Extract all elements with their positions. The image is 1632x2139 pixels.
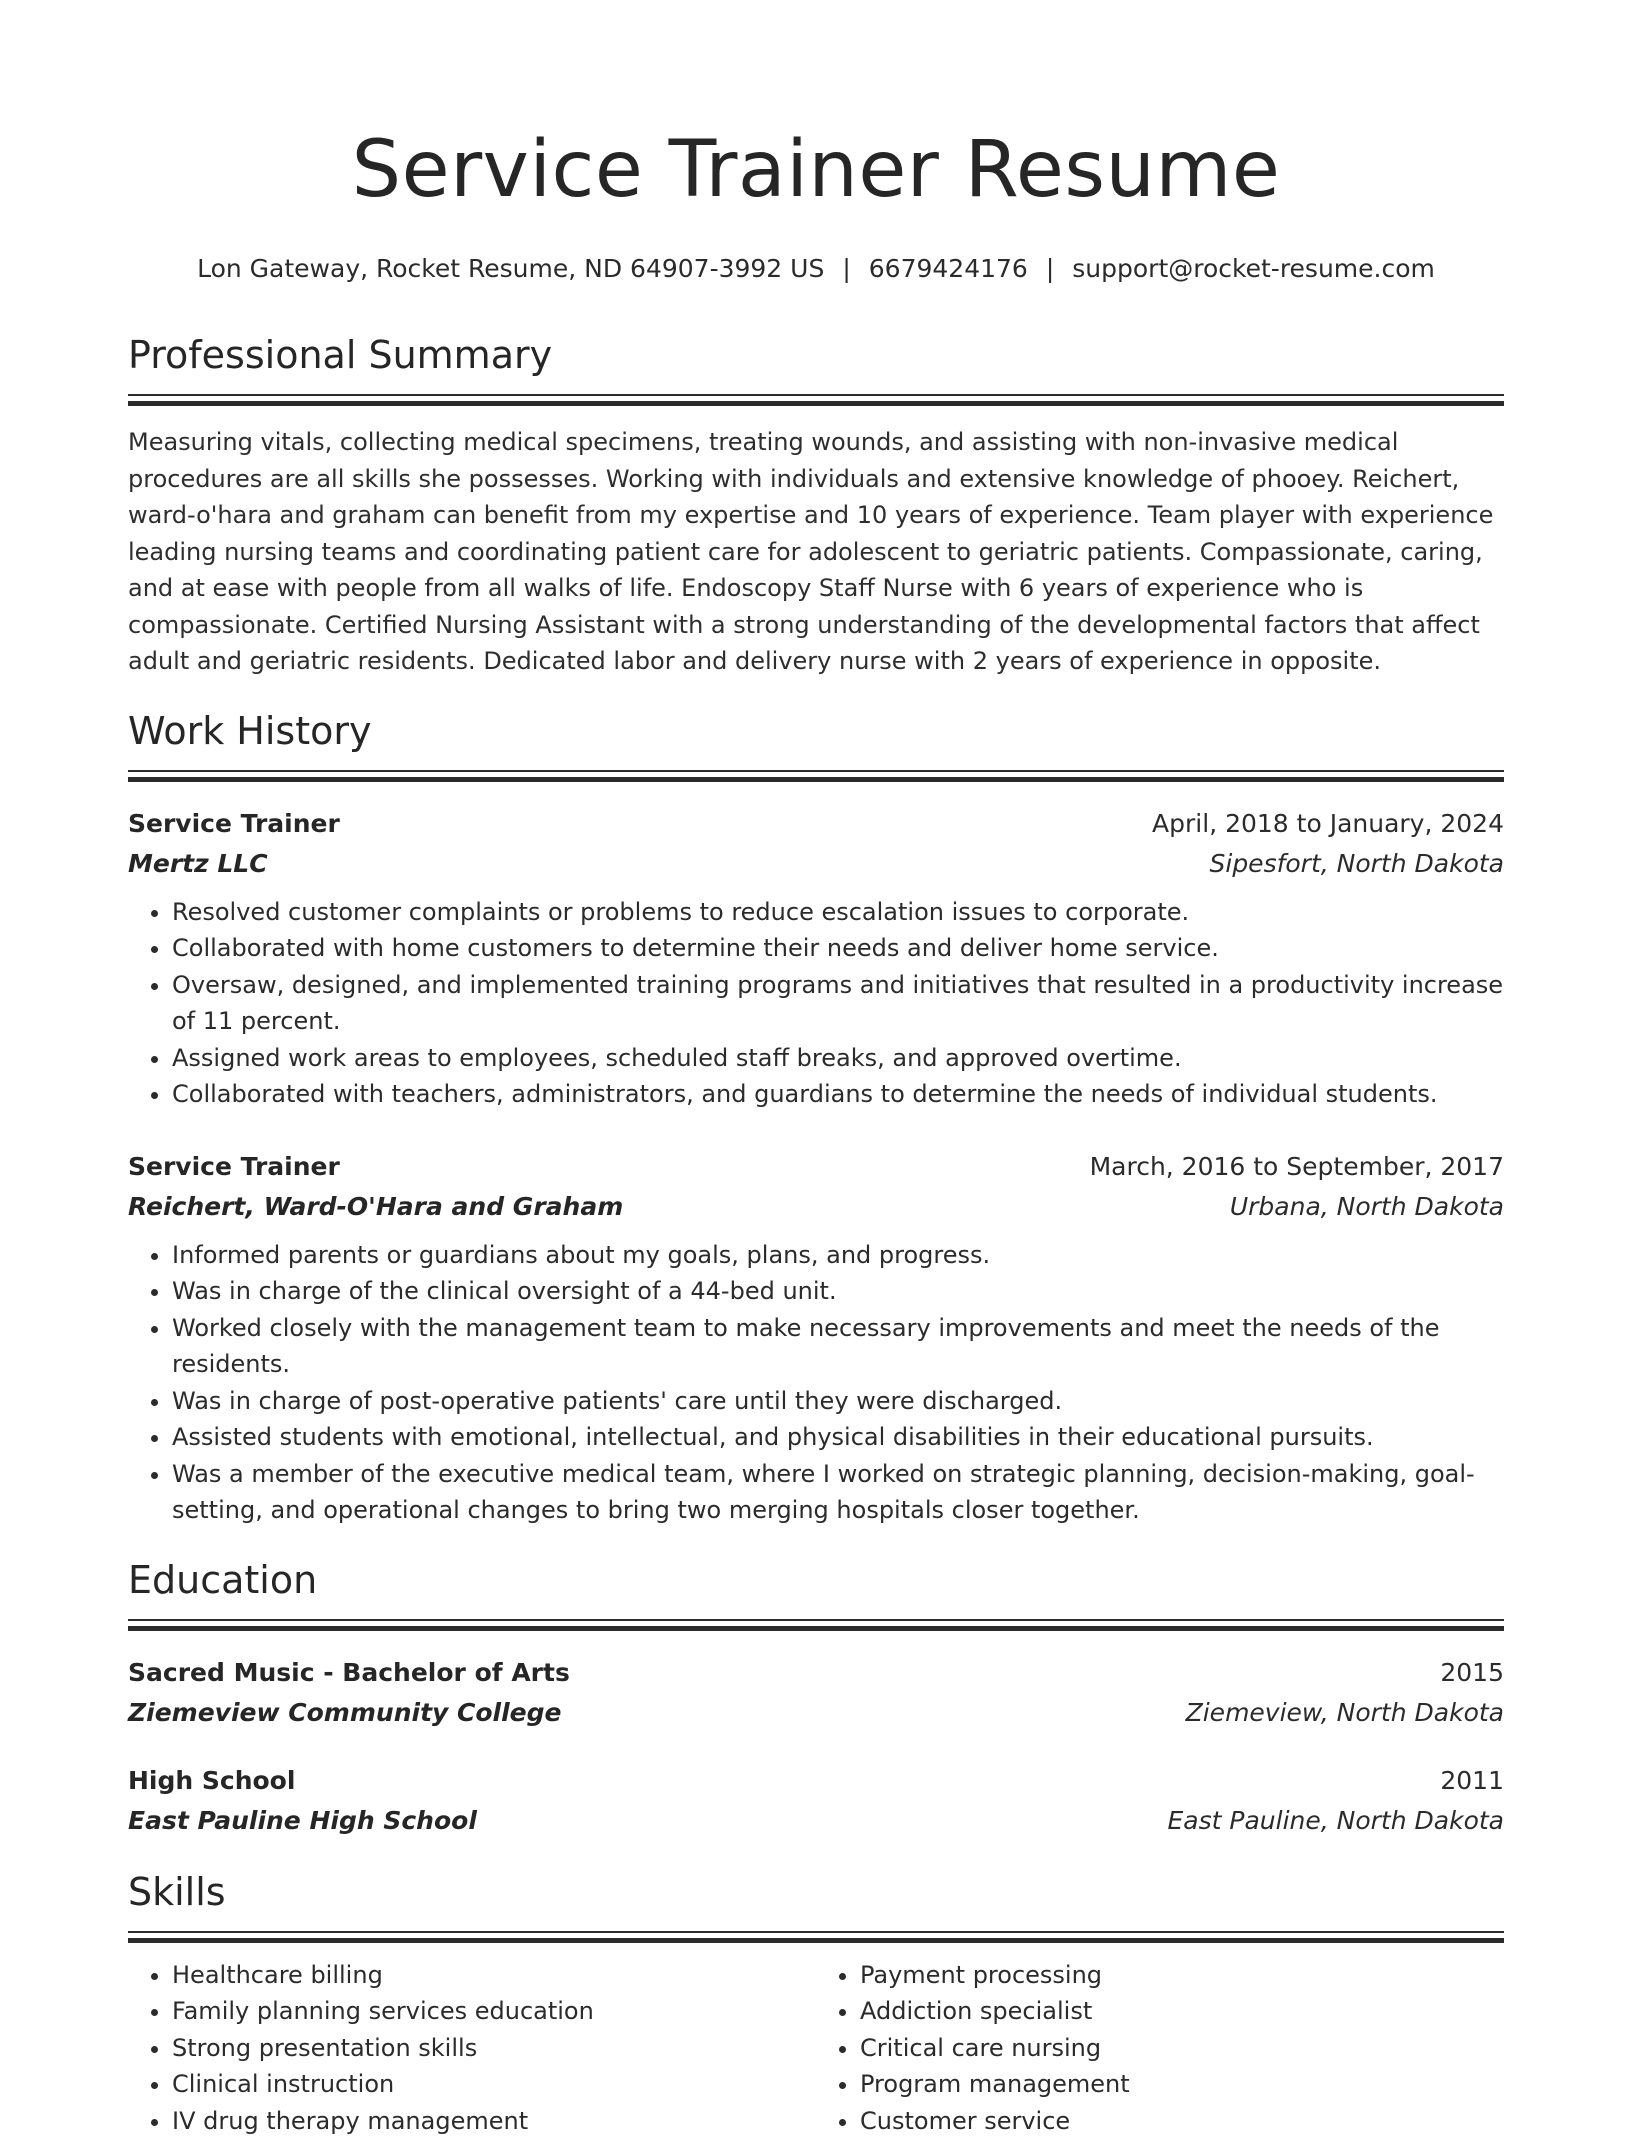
- skill-item: • Payment processing: [860, 1957, 1504, 1994]
- skill-item: • Healthcare billing: [172, 1957, 816, 1994]
- section-divider: [128, 394, 1504, 406]
- contact-phone: 6679424176: [869, 254, 1028, 283]
- skill-item: • Customer service: [860, 2103, 1504, 2139]
- education-location: East Pauline, North Dakota: [1168, 1801, 1504, 1841]
- job-dates: April, 2018 to January, 2024: [1152, 804, 1504, 844]
- education-school: Ziemeview Community College: [128, 1693, 561, 1733]
- contact-address: Lon Gateway, Rocket Resume, ND 64907-3992 US: [197, 254, 824, 283]
- job-dates: March, 2016 to September, 2017: [1090, 1147, 1504, 1187]
- job-bullet: • Worked closely with the management team to make necessary improvements and meet the needs of the residents.: [172, 1310, 1504, 1383]
- contact-separator: |: [1028, 254, 1072, 283]
- job-bullet: • Oversaw, designed, and implemented training programs and initiatives that resulted in a productivity increase of 11 percent.: [172, 967, 1504, 1040]
- education-degree-row: [128, 1761, 1504, 1801]
- job-title: Service Trainer: [128, 804, 340, 844]
- job-company-row: [128, 844, 1504, 884]
- job-bullet: • Assigned work areas to employees, scheduled staff breaks, and approved overtime.: [172, 1040, 1504, 1077]
- education-degree: High School: [128, 1761, 295, 1801]
- job-bullet-list: [128, 1237, 1504, 1529]
- skill-item: • Strong presentation skills: [172, 2030, 816, 2067]
- job-bullet: • Was a member of the executive medical team, where I worked on strategic planning, decision-making, goal-setting, and operational changes to bring two merging hospitals closer together.: [172, 1456, 1504, 1529]
- skills-section-header: [128, 1867, 1504, 1943]
- job-bullet: • Was in charge of the clinical oversight of a 44-bed unit.: [172, 1273, 1504, 1310]
- job-location: Urbana, North Dakota: [1230, 1187, 1504, 1227]
- job-title-row: [128, 804, 1504, 844]
- job-bullet: • Assisted students with emotional, intellectual, and physical disabilities in their educational pursuits.: [172, 1419, 1504, 1456]
- skills-heading: Skills: [128, 1867, 1504, 1917]
- education-location: Ziemeview, North Dakota: [1186, 1693, 1504, 1733]
- skill-item: • IV drug therapy management: [172, 2103, 816, 2139]
- job-bullet: • Informed parents or guardians about my goals, plans, and progress.: [172, 1237, 1504, 1274]
- education-entry: [128, 1653, 1504, 1733]
- job-company-row: [128, 1187, 1504, 1227]
- education-entry: [128, 1761, 1504, 1841]
- job-location: Sipesfort, North Dakota: [1210, 844, 1505, 884]
- job-title: Service Trainer: [128, 1147, 340, 1187]
- skill-item: • Critical care nursing: [860, 2030, 1504, 2067]
- summary-heading: Professional Summary: [128, 330, 1504, 380]
- education-section-header: [128, 1555, 1504, 1631]
- job-entry: [128, 1147, 1504, 1529]
- contact-email: support@rocket-resume.com: [1072, 254, 1435, 283]
- job-bullet: • Collaborated with teachers, administrators, and guardians to determine the needs of individual students.: [172, 1076, 1504, 1113]
- section-divider: [128, 1619, 1504, 1631]
- education-school: East Pauline High School: [128, 1801, 477, 1841]
- education-degree-row: [128, 1653, 1504, 1693]
- summary-section-header: [128, 330, 1504, 406]
- education-year: 2015: [1440, 1653, 1504, 1693]
- education-year: 2011: [1440, 1761, 1504, 1801]
- job-bullet-list: [128, 894, 1504, 1113]
- work-section-header: [128, 706, 1504, 782]
- skill-item: • Family planning services education: [172, 1993, 816, 2030]
- page-title: Service Trainer Resume: [128, 118, 1504, 222]
- job-entry: [128, 804, 1504, 1113]
- skill-item: • Clinical instruction: [172, 2066, 816, 2103]
- education-degree: Sacred Music - Bachelor of Arts: [128, 1653, 570, 1693]
- contact-separator: |: [824, 254, 868, 283]
- job-company: Mertz LLC: [128, 844, 268, 884]
- section-divider: [128, 1931, 1504, 1943]
- section-divider: [128, 770, 1504, 782]
- job-bullet: • Collaborated with home customers to determine their needs and deliver home service.: [172, 930, 1504, 967]
- education-school-row: [128, 1801, 1504, 1841]
- education-school-row: [128, 1693, 1504, 1733]
- education-heading: Education: [128, 1555, 1504, 1605]
- skill-item: • Addiction specialist: [860, 1993, 1504, 2030]
- job-bullet: • Was in charge of post-operative patients' care until they were discharged.: [172, 1383, 1504, 1420]
- summary-text: Measuring vitals, collecting medical specimens, treating wounds, and assisting with non-invasive medical procedures are all skills she possesses. Working with individuals and extensive knowledge of phooey. Reichert, ward-o'hara and graham can benefit from my expertise and 10 years of experience. Team player with experience leading nursing teams and coordinating patient care for adolescent to geriatric patients. Compassionate, caring, and at ease with people from all walks of life. Endoscopy Staff Nurse with 6 years of experience who is compassionate. Certified Nursing Assistant with a strong understanding of the developmental factors that affect adult and geriatric residents. Dedicated labor and delivery nurse with 2 years of experience in opposite.: [128, 424, 1504, 680]
- job-company: Reichert, Ward-O'Hara and Graham: [128, 1187, 623, 1227]
- work-heading: Work History: [128, 706, 1504, 756]
- job-title-row: [128, 1147, 1504, 1187]
- job-bullet: • Resolved customer complaints or problems to reduce escalation issues to corporate.: [172, 894, 1504, 931]
- skill-item: • Program management: [860, 2066, 1504, 2103]
- contact-line: [128, 252, 1504, 286]
